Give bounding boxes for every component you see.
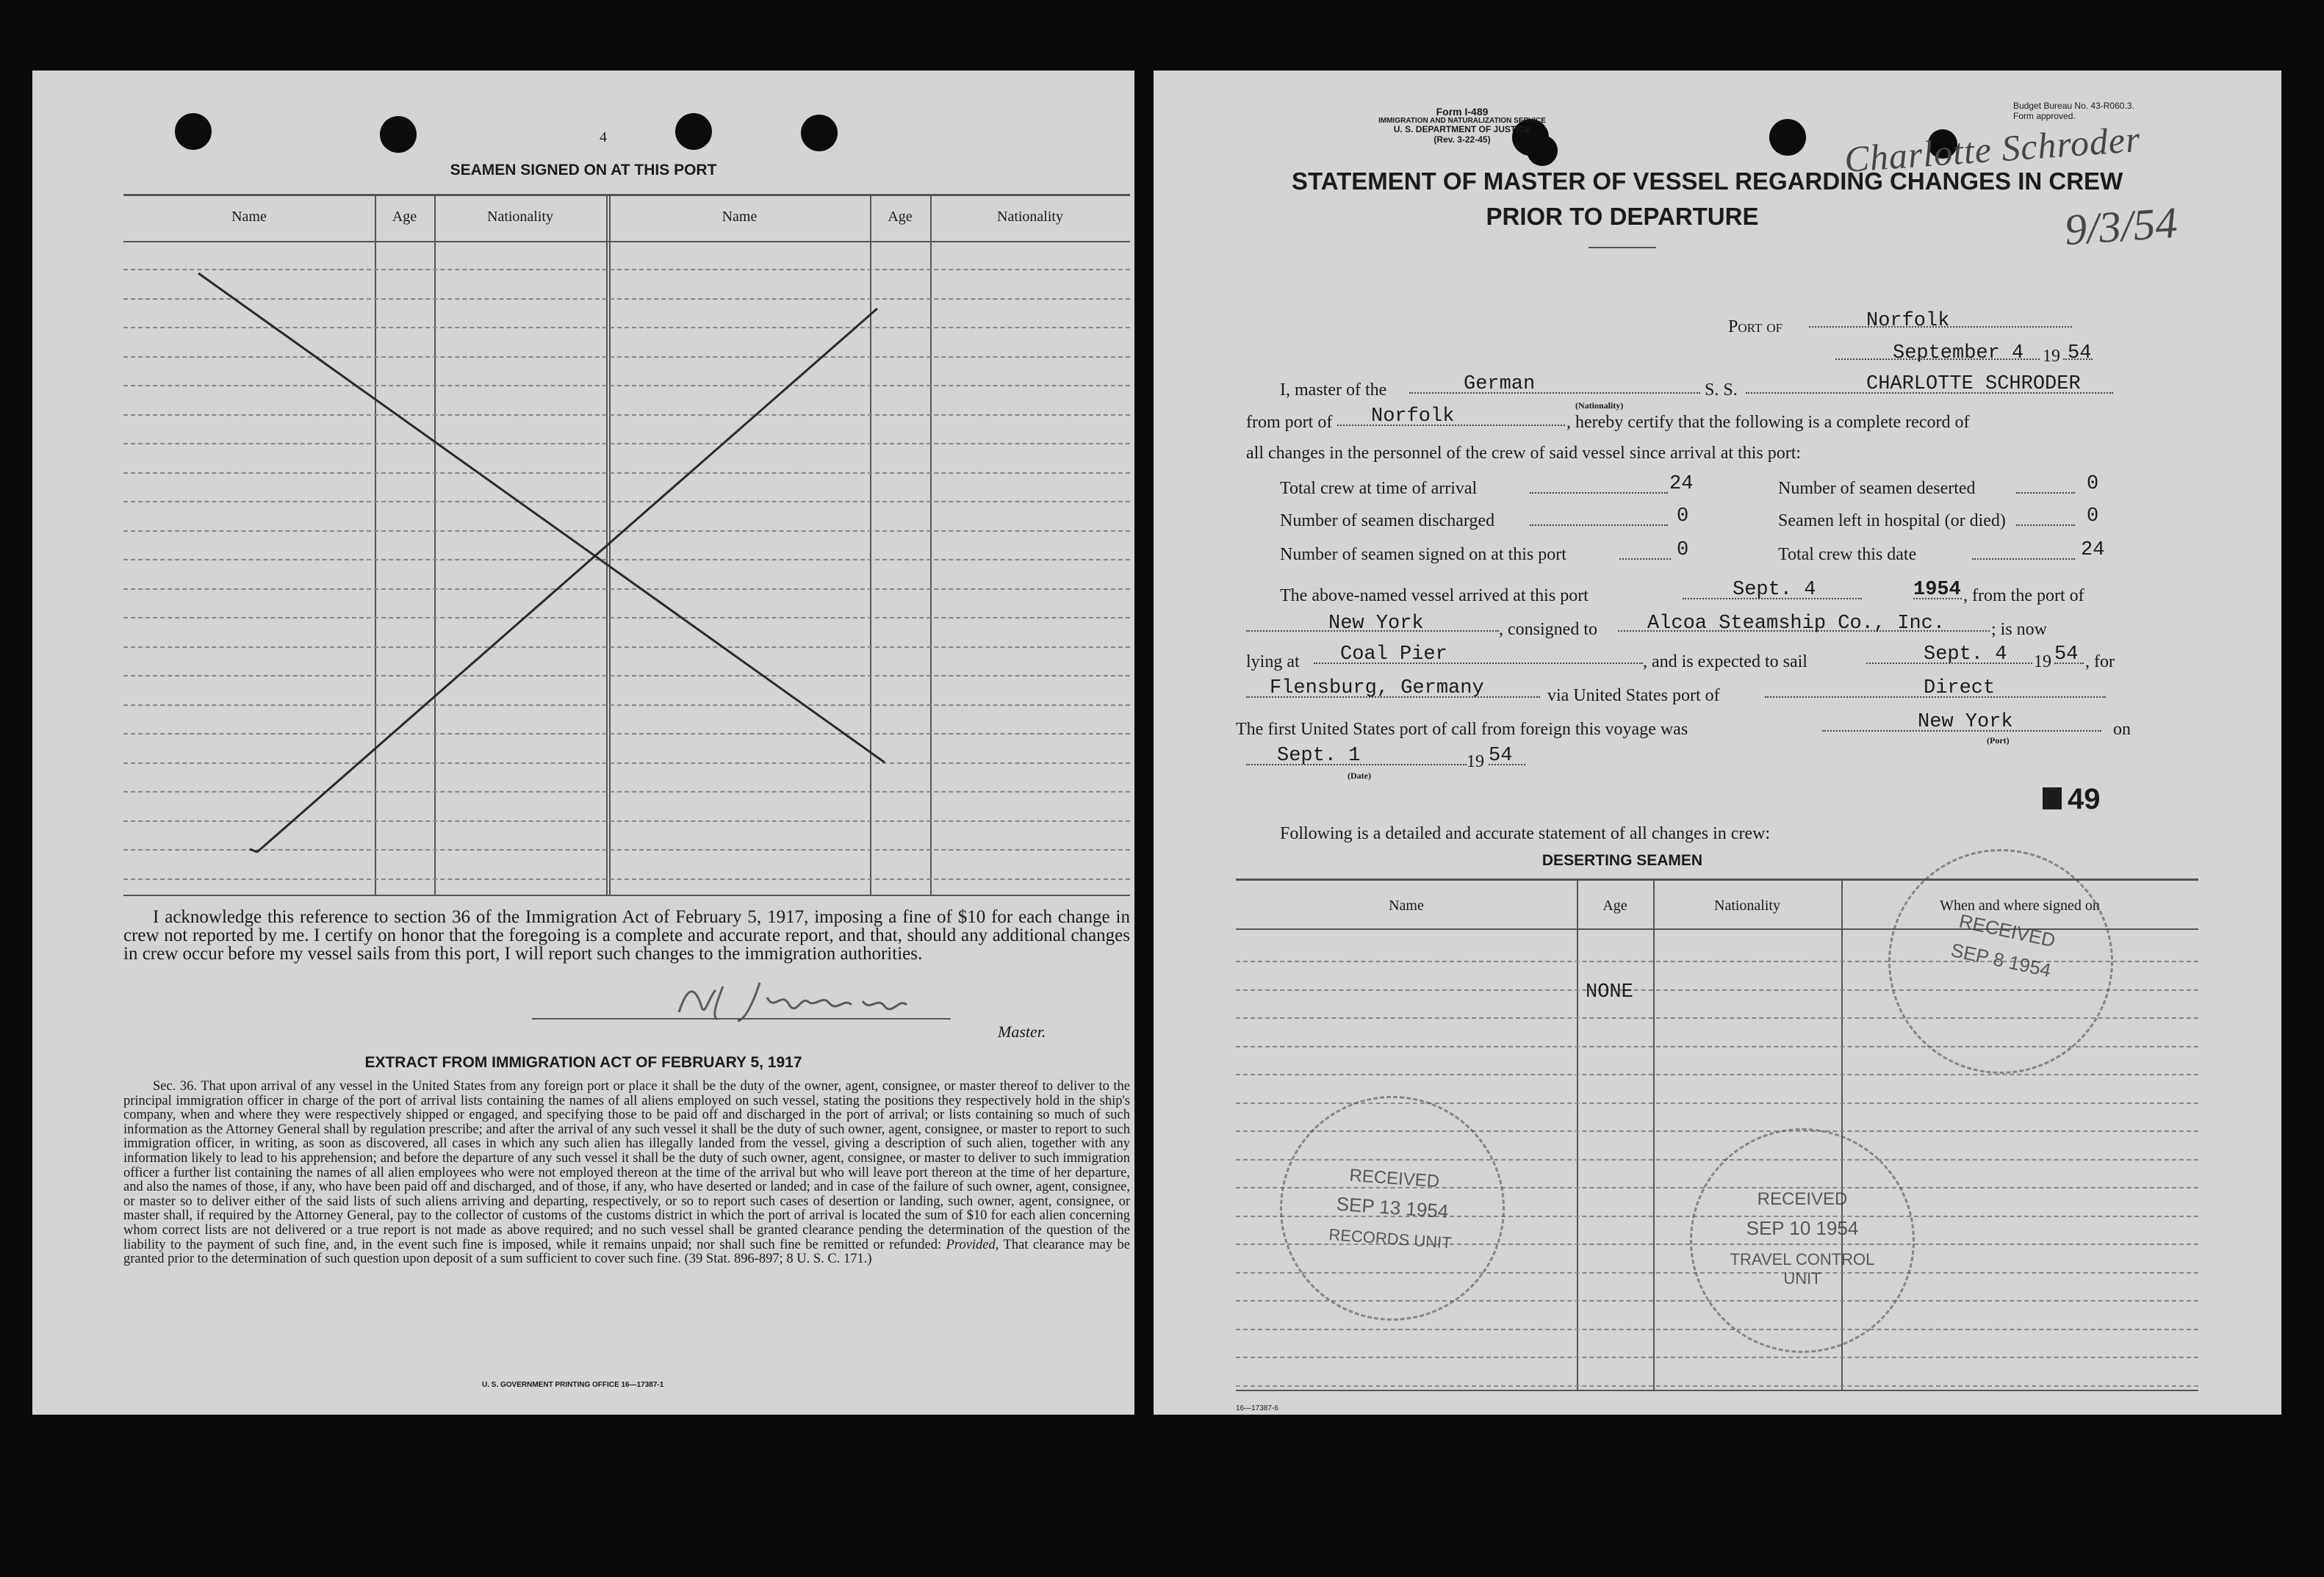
date-caption: (Date) xyxy=(1348,771,1371,781)
column-header: Name xyxy=(1389,898,1424,914)
nationality-caption: (Nationality) xyxy=(1575,400,1624,411)
stat-label: Total crew at time of arrival xyxy=(1280,479,1478,498)
stat-label: Seamen left in hospital (or died) xyxy=(1778,511,2006,530)
sail-year-prefix: 19 xyxy=(2034,652,2051,671)
master-label: Master. xyxy=(998,1022,1046,1041)
column-header: Name xyxy=(722,209,758,225)
left-page xyxy=(32,71,1134,1415)
stat-leader xyxy=(1972,558,2075,560)
stamp-mark xyxy=(2043,787,2062,809)
from-the-port-label: , from the port of xyxy=(1963,586,2084,605)
column-header: Nationality xyxy=(1714,898,1780,914)
stamp-date: SEP 8 1954 xyxy=(1949,938,2054,982)
stat-value: 0 xyxy=(2087,505,2099,527)
form-id: Form I-489 xyxy=(1436,106,1489,118)
form-subtitle: PRIOR TO DEPARTURE xyxy=(1486,203,1759,230)
extract-provided: Provided, xyxy=(946,1237,999,1252)
extract-body xyxy=(123,1080,1130,1267)
consigned-label: , consigned to xyxy=(1499,620,1597,639)
from-port-label: from port of xyxy=(1246,413,1333,432)
certify-text-2: all changes in the personnel of the crew of said vessel since arrival at this port: xyxy=(1246,444,1802,463)
lying-value: Coal Pier xyxy=(1340,643,1447,665)
ss-label: S. S. xyxy=(1705,380,1738,400)
via-label: via United States port of xyxy=(1547,686,1720,705)
stamp-unit: RECORDS UNIT xyxy=(1328,1225,1453,1252)
stat-value: 0 xyxy=(1677,505,1689,527)
stat-value: 0 xyxy=(1677,539,1689,561)
stat-leader xyxy=(1530,492,1668,494)
section-ref: Sec. 36. xyxy=(153,1079,197,1094)
changes-label: Following is a detailed and accurate statement of all changes in crew: xyxy=(1280,824,1771,843)
column-header: Nationality xyxy=(487,209,553,225)
extract-title: EXTRACT FROM IMMIGRATION ACT OF FEBRUARY 5, 1917 xyxy=(364,1054,802,1071)
stat-value: 0 xyxy=(2087,473,2099,495)
destination-value: Flensburg, Germany xyxy=(1270,677,1484,699)
acknowledgement-text: I acknowledge this reference to section 36 of the Immigration Act of February 5, 1917, imposing a fine of $10 for each change in crew not reported by me. I certify on honor that the foregoing is a complete and accurate report, and that, should any additional changes in crew occur before my vessel sails from this port, I will report such changes to the immigration authorities. xyxy=(123,907,1130,964)
signature-line xyxy=(532,1018,951,1020)
received-stamp xyxy=(1273,1089,1513,1329)
stat-label: Number of seamen discharged xyxy=(1280,511,1495,530)
is-now-label: ; is now xyxy=(1991,620,2048,639)
stat-value: 24 xyxy=(1669,473,1694,495)
arrived-year: 1954 xyxy=(1913,579,1961,601)
page-stamp-number: 49 xyxy=(2068,783,2101,815)
deserting-entry: NONE xyxy=(1586,981,1633,1003)
printer-note: 16—17387-6 xyxy=(1236,1404,1278,1412)
nationality-value: German xyxy=(1464,373,1536,395)
extract-tail: That clearance may be granted prior to the determination of such question upon deposit of a sum sufficient to cover such fine. (39 Stat. 896-897; 8 U. S. C. 171.) xyxy=(123,1237,1131,1267)
nationality-line xyxy=(1409,392,1700,394)
column-header: Age xyxy=(1602,898,1627,914)
stamp-word: RECEIVED xyxy=(1957,909,2058,952)
stat-value: 24 xyxy=(2081,539,2105,561)
stat-label: Number of seamen deserted xyxy=(1778,479,1976,498)
title-rule xyxy=(1589,247,1656,248)
deserting-title: DESERTING SEAMEN xyxy=(1541,852,1703,869)
first-port-label: The first United States port of call from foreign this voyage was xyxy=(1236,720,1688,739)
column-header: Name xyxy=(231,209,267,225)
stat-leader xyxy=(1619,558,1671,560)
stamp-word: RECEIVED xyxy=(1348,1165,1440,1192)
received-stamp xyxy=(1690,1128,1915,1353)
first-port-value: New York xyxy=(1918,711,2013,733)
printer-note: U. S. GOVERNMENT PRINTING OFFICE 16—17387-1 xyxy=(482,1381,664,1389)
ship-name: CHARLOTTE SCHRODER xyxy=(1866,373,2081,395)
from-the-port-value: New York xyxy=(1328,613,1424,635)
master-of-label: I, master of the xyxy=(1280,380,1387,400)
port-label: Port of xyxy=(1728,317,1783,336)
section-title: SEAMEN SIGNED ON AT THIS PORT xyxy=(450,162,717,178)
agency-line: (Rev. 3-22-45) xyxy=(1433,134,1491,145)
handwritten-date: 9/3/54 xyxy=(2062,198,2179,255)
column-header: Age xyxy=(888,209,913,225)
table-row xyxy=(1236,1329,2198,1330)
arrived-date: Sept. 4 xyxy=(1733,579,1816,601)
agency-line: U. S. DEPARTMENT OF JUSTICE xyxy=(1393,124,1531,134)
sail-label: , and is expected to sail xyxy=(1643,652,1807,671)
table-row xyxy=(1236,1074,2198,1075)
for-label: , for xyxy=(2085,652,2115,671)
port-caption: (Port) xyxy=(1987,735,2010,746)
page-number: 4 xyxy=(600,129,607,145)
extract-text: That upon arrival of any vessel in the United States from any foreign port or place it shall be the duty of the owner, agent, consignee, or master thereof to deliver to the principal immigration officer in charge of the port of arrival lists containing the names of all aliens employed on such vessel, stating the positions they respectively hold in the ship's company, when and where they were respectively shipped or engaged, and specifying those to be paid off and discharged in the port of arrival; or lists containing so much of such information as the Attorney General shall by regulation prescribe; and after the arrival of any such vessel it shall be the duty of such owner, agent, consignee, or master to report to such immigration officer, in writing, as soon as discovered, all cases in which any such alien has illegally landed from the vessel, giving a description of such alien, together with any information likely to lead to his apprehension; and before the departure of any such vessel it shall be the duty of such owner, agent, consignee, or master to deliver to such immigration officer a further list containing the names of all alien employees who were not employed thereon at the time of the arrival but who will leave port thereon at the time of her departure, and also the names of those, if any, who have been paid off and discharged, and of those, if any, who have deserted or landed; and in case of the failure of such owner, agent, consignee, or master so to deliver either of the said lists of such aliens arriving and departing, respectively, or so to report such cases of desertion or landing, such owner, agent, consignee, or master shall, if required by the Attorney General, pay to the collector of customs of the customs district in which the port of arrival is located the sum of $10 for each alien concerning whom correct lists are not delivered or a true report is not made as above required; and no such vessel shall be granted clearance pending the determination of the question of the liability to the payment of such fine, and, in the event such fine is imposed, while it remains unpaid; nor shall such fine be remitted or refunded: xyxy=(123,1079,1130,1252)
stamp-unit: TRAVEL CONTROL UNIT xyxy=(1730,1250,1875,1288)
stat-leader xyxy=(2016,492,2075,494)
via-value: Direct xyxy=(1924,677,1996,699)
first-year-prefix: 19 xyxy=(1467,752,1484,771)
sail-date: Sept. 4 xyxy=(1924,643,2007,665)
lying-label: lying at xyxy=(1246,652,1300,671)
stat-label: Total crew this date xyxy=(1778,545,1917,564)
sail-year: 54 xyxy=(2054,643,2079,665)
table-rule xyxy=(1236,1390,2198,1391)
stamp-date: SEP 10 1954 xyxy=(1746,1217,1859,1239)
arrived-label: The above-named vessel arrived at this port xyxy=(1280,586,1589,605)
year-prefix: 19 xyxy=(2043,347,2060,366)
form-title: STATEMENT OF MASTER OF VESSEL REGARDING CHANGES IN CREW xyxy=(1292,167,2123,195)
stat-leader xyxy=(2016,524,2075,526)
stat-label: Number of seamen signed on at this port xyxy=(1280,545,1566,564)
first-date-value: Sept. 1 xyxy=(1277,745,1361,767)
stamp-date: SEP 13 1954 xyxy=(1335,1192,1450,1223)
punch-hole xyxy=(1769,119,1806,156)
handwritten-ship-name: Charlotte Schroder xyxy=(1843,118,2143,181)
budget-number: Budget Bureau No. 43-R060.3. xyxy=(2013,101,2134,111)
agency-line: IMMIGRATION AND NATURALIZATION SERVICE xyxy=(1378,117,1546,125)
from-port-value: Norfolk xyxy=(1371,405,1455,427)
column-header: When and where signed on xyxy=(1940,898,2100,914)
column-header: Age xyxy=(392,209,417,225)
consigned-value: Alcoa Steamship Co., Inc. xyxy=(1647,613,1946,635)
table-row xyxy=(1236,1357,2198,1358)
port-value: Norfolk xyxy=(1866,310,1950,332)
column-divider xyxy=(1577,878,1578,1391)
form-approved: Form approved. xyxy=(2013,111,2076,121)
certify-text: , hereby certify that the following is a complete record of xyxy=(1566,413,1970,432)
year-value: 54 xyxy=(2068,342,2092,364)
date-value: September 4 xyxy=(1893,342,2024,364)
table-row xyxy=(1236,1385,2198,1387)
column-header: Nationality xyxy=(997,209,1063,225)
first-year-value: 54 xyxy=(1489,745,1513,767)
right-page xyxy=(1154,71,2281,1415)
stat-leader xyxy=(1530,524,1668,526)
on-label: on xyxy=(2113,720,2131,739)
stamp-word: RECEIVED xyxy=(1757,1189,1848,1209)
column-divider xyxy=(1653,878,1655,1391)
